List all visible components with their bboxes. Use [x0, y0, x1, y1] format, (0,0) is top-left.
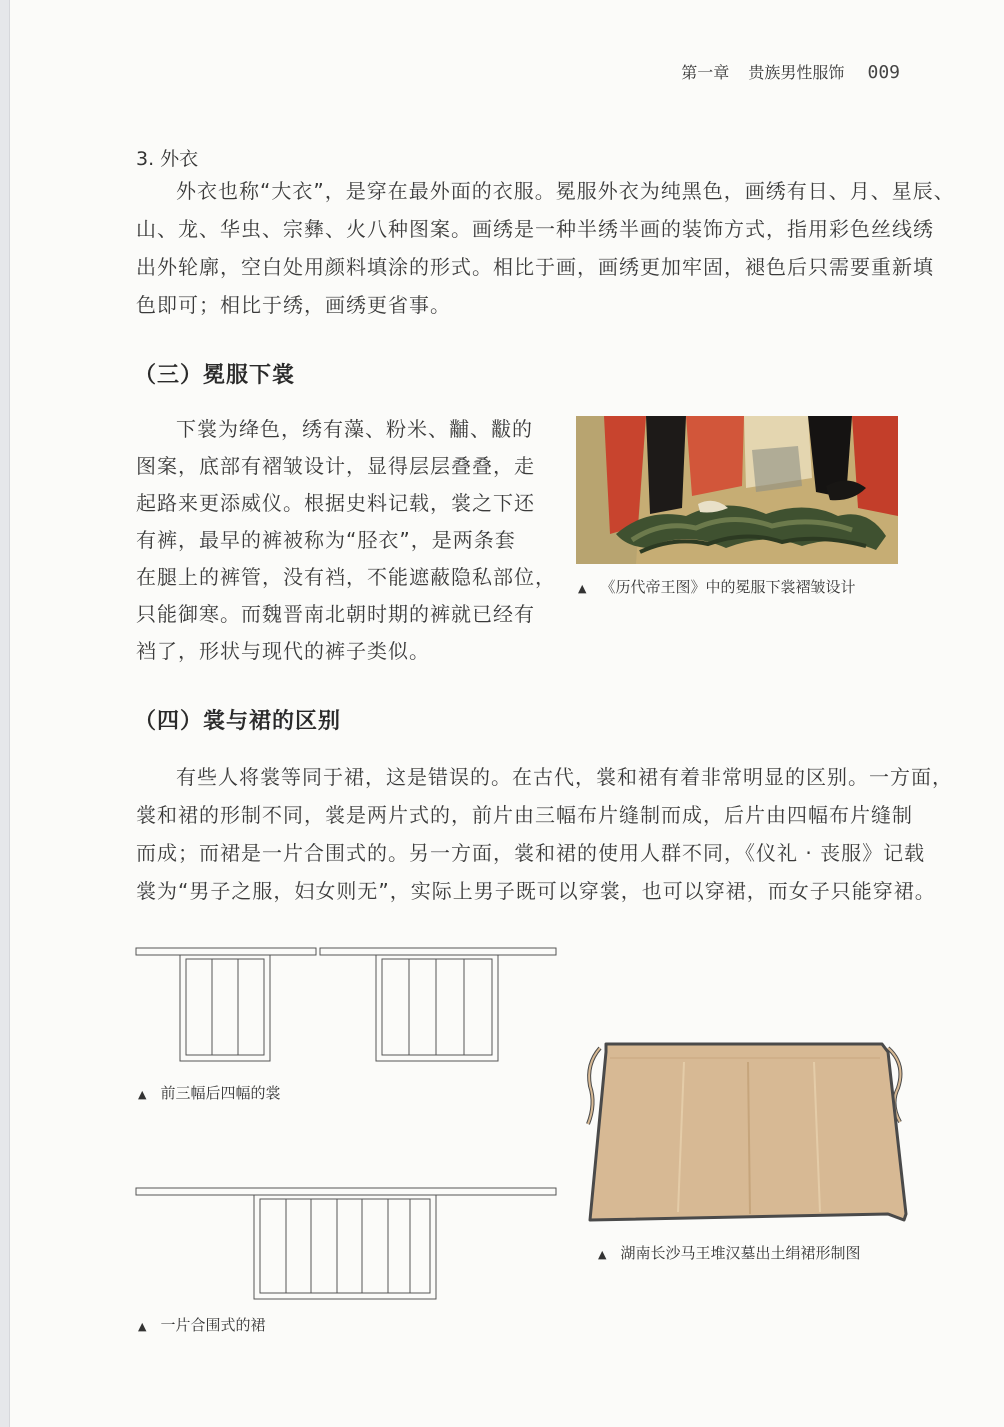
paragraph-line: 而成；而裙是一片合围式的。另一方面，裳和裙的使用人群不同，《仪礼 · 丧服》记载: [136, 841, 926, 865]
paragraph-line: 有裤，最早的裤被称为“胫衣”，是两条套: [136, 528, 516, 552]
chang-caption: [138, 1082, 280, 1103]
section-heading-lower-garment: （三）冕服下裳: [134, 363, 296, 388]
mawangdui-caption: [598, 1242, 860, 1263]
paragraph-line: 下裳为绛色，绣有藻、粉米、黼、黻的: [176, 417, 533, 441]
paragraph-line: 色即可；相比于绣，画绣更省事。: [136, 293, 451, 317]
caption-text: 一片合围式的裙: [160, 1316, 266, 1334]
paragraph-lower-garment: [136, 411, 556, 670]
paragraph-line: 在腿上的裤管，没有裆，不能遮蔽隐私部位，: [136, 565, 556, 589]
paragraph-line: 出外轮廓，空白处用颜料填涂的形式。相比于画，画绣更加牢固，褪色后只需要重新填: [136, 255, 934, 279]
chapter-title: 贵族男性服饰: [748, 63, 845, 82]
paragraph-outer-garment: [136, 172, 955, 324]
caption-marker-icon: ▲: [598, 1248, 607, 1261]
page-edge: [0, 0, 10, 1427]
qun-diagram: [134, 1184, 558, 1304]
caption-text: 前三幅后四幅的裳: [160, 1084, 281, 1102]
paragraph-line: 有些人将裳等同于裙，这是错误的。在古代，裳和裙有着非常明显的区别。一方面，: [176, 765, 953, 789]
paragraph-line: 裳和裙的形制不同，裳是两片式的，前片由三幅布片缝制而成，后片由四幅布片缝制: [136, 803, 913, 827]
caption-marker-icon: ▲: [578, 582, 587, 595]
paragraph-line: 只能御寒。而魏晋南北朝时期的裤就已经有: [136, 602, 535, 626]
caption-marker-icon: ▲: [138, 1320, 147, 1333]
running-header: [681, 60, 900, 83]
paragraph-line: 裆了，形状与现代的裤子类似。: [136, 639, 430, 663]
caption-marker-icon: ▲: [138, 1088, 147, 1101]
paragraph-difference: [136, 758, 953, 910]
page-number: 009: [867, 62, 900, 83]
paragraph-line: 图案，底部有褶皱设计，显得层层叠叠，走: [136, 454, 535, 478]
caption-text: 《历代帝王图》中的冕服下裳褶皱设计: [600, 578, 856, 596]
paragraph-line: 山、龙、华虫、宗彝、火八种图案。画绣是一种半绣半画的装饰方式，指用彩色丝线绣: [136, 217, 934, 241]
qun-caption: [138, 1314, 265, 1335]
chapter-label: 第一章: [681, 63, 730, 82]
paragraph-line: 起路来更添威仪。根据史料记载，裳之下还: [136, 491, 535, 515]
chang-diagram: [134, 944, 558, 1064]
section-heading-outer-garment: 3. 外衣: [136, 148, 199, 170]
paragraph-line: 外衣也称“大衣”，是穿在最外面的衣服。冕服外衣为纯黑色，画绣有日、月、星辰、: [176, 179, 955, 203]
painting-caption: [578, 576, 855, 597]
section-heading-difference: （四）裳与裙的区别: [134, 709, 342, 734]
caption-text: 湖南长沙马王堆汉墓出土绢裙形制图: [620, 1244, 861, 1262]
painting-image: [576, 416, 898, 564]
mawangdui-skirt-diagram: [576, 1034, 916, 1226]
paragraph-line: 裳为“男子之服，妇女则无”，实际上男子既可以穿裳，也可以穿裙，而女子只能穿裙。: [136, 879, 936, 903]
